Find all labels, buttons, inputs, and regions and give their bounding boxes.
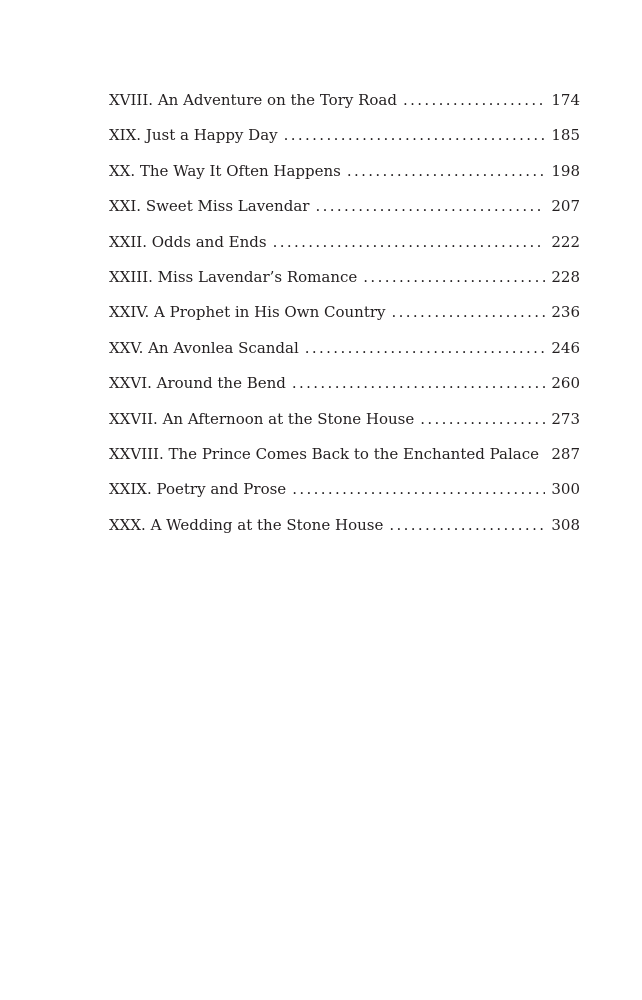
chapter-title: XXVIII. The Prince Comes Back to the Enchanted Palace [109, 444, 539, 463]
dot-leader [392, 303, 546, 321]
dot-leader [347, 162, 545, 180]
dot-leader [420, 410, 545, 428]
page-number: 236 [551, 303, 580, 322]
toc-entry [109, 516, 580, 551]
toc-entry [109, 268, 580, 303]
chapter-title: XXI. Sweet Miss Lavendar [109, 197, 310, 216]
page-number: 246 [551, 338, 580, 357]
toc-entry [109, 126, 580, 161]
page-number: 300 [551, 480, 580, 499]
toc-entry [109, 410, 580, 445]
page-number: 308 [551, 515, 580, 534]
dot-leader [273, 233, 546, 251]
dot-leader [305, 339, 546, 357]
page-number: 222 [551, 232, 580, 251]
chapter-title: XIX. Just a Happy Day [109, 126, 278, 145]
page-number: 273 [551, 409, 580, 428]
toc-entry [109, 233, 580, 268]
table-of-contents [109, 91, 580, 551]
page-number: 228 [551, 267, 580, 286]
chapter-title: XXV. An Avonlea Scandal [109, 338, 299, 357]
toc-entry [109, 197, 580, 232]
dot-leader [389, 516, 545, 534]
toc-entry [109, 339, 580, 374]
toc-entry [109, 480, 580, 515]
dot-leader [292, 374, 545, 392]
page-number: 185 [551, 126, 580, 145]
chapter-title: XX. The Way It Often Happens [109, 161, 341, 180]
toc-entry [109, 91, 580, 126]
chapter-title: XXIX. Poetry and Prose [109, 480, 287, 499]
page-number: 260 [551, 374, 580, 393]
page-number: 174 [551, 91, 580, 109]
dot-leader [315, 197, 545, 215]
page-number: 287 [551, 444, 580, 463]
chapter-title: XXIV. A Prophet in His Own Country [109, 303, 386, 322]
page-number: 198 [551, 161, 580, 180]
dot-leader [284, 126, 546, 144]
chapter-title: XXIII. Miss Lavendar’s Romance [109, 267, 358, 286]
chapter-title: XXX. A Wedding at the Stone House [109, 515, 384, 534]
dot-leader [292, 480, 545, 498]
page-number: 207 [551, 197, 580, 216]
toc-entry [109, 303, 580, 338]
toc-entry [109, 374, 580, 409]
dot-leader [403, 91, 545, 109]
chapter-title: XXVII. An Afternoon at the Stone House [109, 409, 415, 428]
toc-entry [109, 445, 580, 480]
chapter-title: XXVI. Around the Bend [109, 374, 286, 393]
dot-leader [363, 268, 545, 286]
toc-entry [109, 162, 580, 197]
chapter-title: XVIII. An Adventure on the Tory Road [109, 91, 397, 109]
chapter-title: XXII. Odds and Ends [109, 232, 267, 251]
